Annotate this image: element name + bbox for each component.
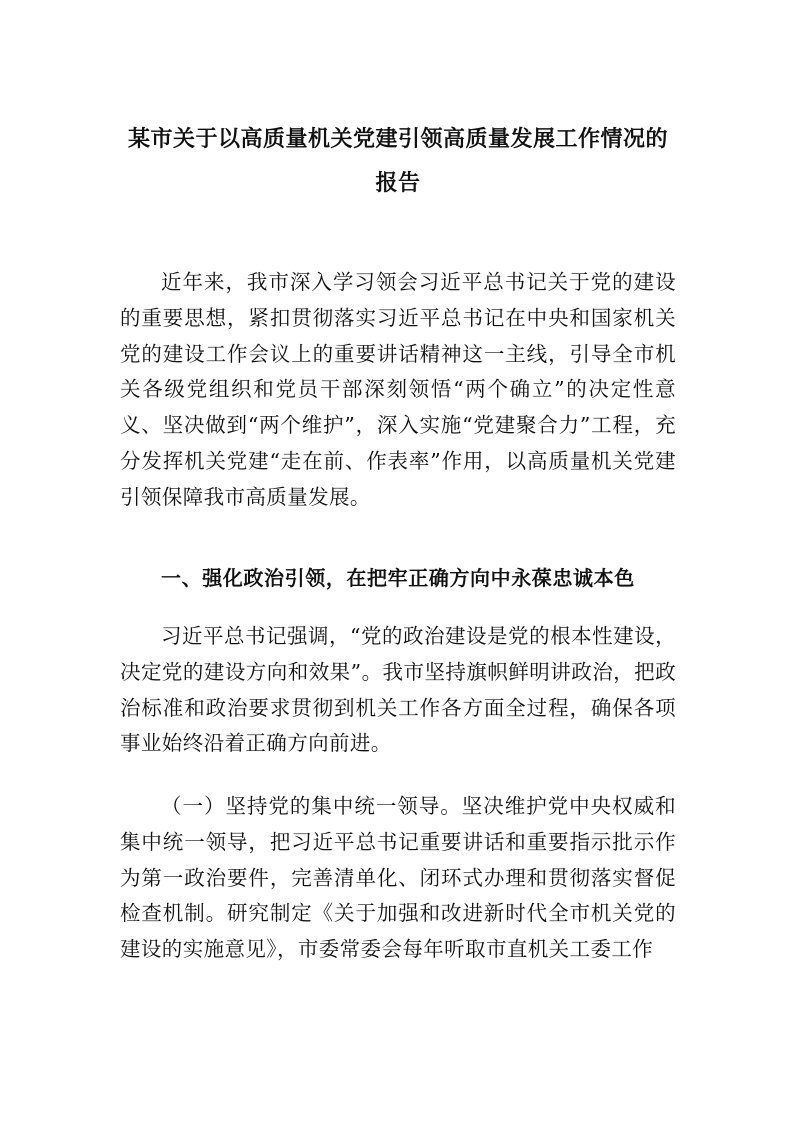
section1-paragraph-1: 习近平总书记强调，“党的政治建设是党的根本性建设，决定党的建设方向和效果”。我市坚持旗帜鲜明讲政治，把政治标准和政治要求贯彻到机关工作各方面全过程，确保各项事业始终沿着正确方向前进。 — [120, 624, 676, 756]
document-title: 某市关于以高质量机关党建引领高质量发展工作情况的报告 — [127, 127, 668, 196]
section1-paragraph-2: （一）坚持党的集中统一领导。坚决维护党中央权威和集中统一领导，把习近平总书记重要讲话和重要指示批示作为第一政治要件，完善清单化、闭环式办理和贯彻落实督促检查机制。研究制定《关于加强和改进新时代全市机关党的建设的实施意见》，市委常委会每年听取市直机关工委工作 — [120, 794, 676, 962]
section-heading-1: 一、强化政治引领，在把牢正确方向中永葆忠诚本色 — [161, 566, 635, 590]
intro-paragraph: 近年来，我市深入学习领会习近平总书记关于党的建设的重要思想，紧扣贯彻落实习近平总书记在中央和国家机关党的建设工作会议上的重要讲话精神这一主线，引导全市机关各级党组织和党员干部深刻领悟“两个确立”的决定性意义、坚决做到“两个维护”，深入实施“党建聚合力”工程，充分发挥机关党建“走在前、作表率”作用，以高质量机关党建引领保障我市高质量发展。 — [120, 270, 676, 509]
